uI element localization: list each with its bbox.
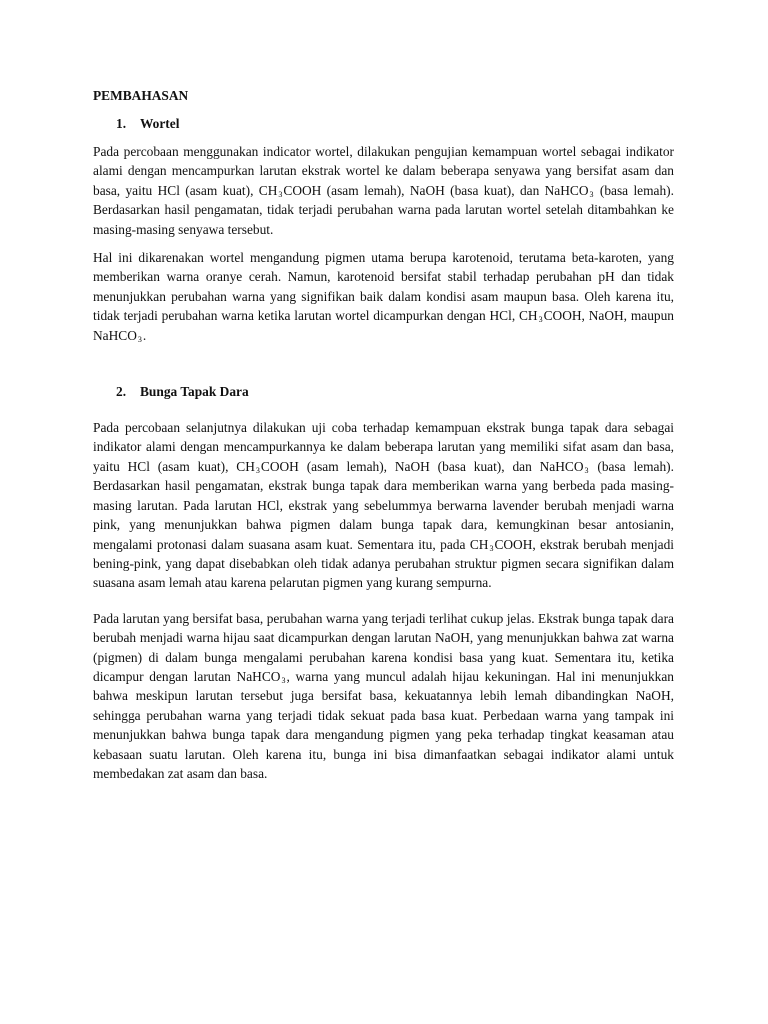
subscript: 3 xyxy=(589,189,594,199)
document-title: PEMBAHASAN xyxy=(93,88,189,103)
paragraph: Pada larutan yang bersifat basa, perubahan warna yang terjadi terlihat cukup jelas. Ekstrak bunga tapak dara berubah menjadi warna hijau saat dicampurkan dengan larutan NaOH, yang menunjukkan bahwa zat warna (pigmen) di dalam bunga mengalami perubahan karena kondisi basa yang kuat. Sementara itu, ketika dicampur dengan larutan NaHCO$_3$, warna yang muncul adalah hijau kekuningan. Hal ini menunjukkan bahwa meskipun larutan tersebut juga bersifat basa, kekuatannya lebih lemah dibandingkan NaOH, sehingga perubahan warna yang terjadi tidak sekuat pada basa kuat. Perbedaan warna yang tampak ini menunjukkan bahwa bunga tapak dara mengandung pigmen yang peka terhadap tingkat keasaman atau kebasaan suatu larutan. Oleh karena itu, bunga ini bisa dimanfaatkan sebagai indikator alami untuk membedakan zat asam dan basa. xyxy=(93,610,674,781)
section-title: Wortel xyxy=(140,116,180,131)
section-number: 2. xyxy=(116,384,127,400)
section-heading-wortel xyxy=(93,114,674,133)
section-heading-bunga-tapak-dara xyxy=(93,382,674,401)
subscript: 3 xyxy=(278,189,283,199)
subscript: 3 xyxy=(538,315,543,325)
subscript: 3 xyxy=(584,465,589,475)
subscript: 3 xyxy=(137,334,142,344)
subscript: 3 xyxy=(281,675,286,685)
subscript: 3 xyxy=(255,465,260,475)
paragraph: Pada percobaan selanjutnya dilakukan uji coba terhadap kemampuan ekstrak bunga tapak dara sebagai indikator alami dengan mencampurkannya ke dalam beberapa larutan yang memiliki sifat asam dan basa, yaitu HCl (asam kuat), $CH_3COOH$ (asam lemah), NaOH (basa kuat), dan NaHCO$_3$ (basa lemah). Berdasarkan hasil pengamatan, ekstrak bunga tapak dara memberikan warna yang berbeda pada masing-masing larutan. Pada larutan HCl, ekstrak yang sebelummya berwarna lavender berubah menjadi warna pink, yang menunjukkan bahwa pigmen dalam bunga tapak dara, kemungkinan besar antosianin, mengalami protonasi dalam suasana asam kuat. Sementara itu, pada $CH_3COOH$, ekstrak berubah menjadi bening-pink, yang dapat disebabkan oleh tidak adanya perubahan struktur pigmen secara signifikan dalam suasana asam lemah atau karena pelarutan pigmen yang kurang sempurna. xyxy=(93,420,674,591)
paragraph: Pada percobaan menggunakan indicator wortel, dilakukan pengujian kemampuan wortel sebagai indikator alami dengan mencampurkan larutan ekstrak wortel ke dalam beberapa senyawa yang bersifat asam dan basa, yaitu HCl (asam kuat), $CH_3COOH$ (asam lemah), NaOH (basa kuat), dan NaHCO$_3$ (basa lemah). Berdasarkan hasil pengamatan, tidak terjadi perubahan warna pada larutan wortel setelah ditambahkan ke masing-masing senyawa tersebut. xyxy=(93,144,674,237)
section-number: 1. xyxy=(116,116,127,131)
paragraph: Hal ini dikarenakan wortel mengandung pigmen utama berupa karotenoid, terutama beta-karoten, yang memberikan warna oranye cerah. Namun, karotenoid bersifat stabil terhadap perubahan pH dan tidak menunjukkan perubahan warna yang signifikan baik dalam kondisi asam maupun basa. Oleh karena itu, tidak terjadi perubahan warna ketika larutan wortel dicampurkan dengan HCl, $CH_3COOH$, NaOH, maupun NaHCO$_3$. xyxy=(93,250,674,344)
subscript: 3 xyxy=(489,543,494,553)
section-title: Bunga Tapak Dara xyxy=(140,384,249,400)
document-page xyxy=(93,86,674,783)
